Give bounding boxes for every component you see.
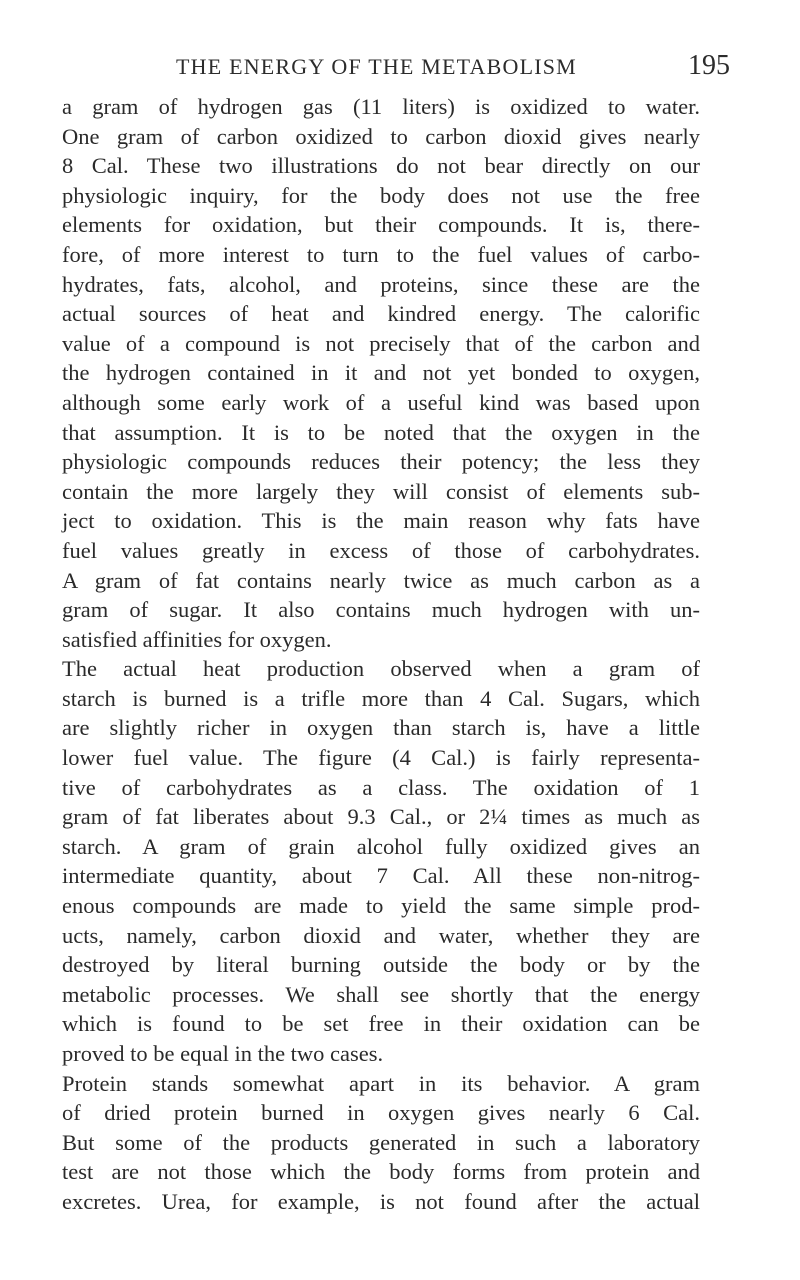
text-line: intermediate quantity, about 7 Cal. All these non-nitrog- bbox=[62, 863, 700, 889]
text-line: physiologic inquiry, for the body does not use the free bbox=[62, 182, 700, 208]
text-line: satisfied affinities for oxygen. bbox=[62, 626, 332, 652]
text-line: gram of fat liberates about 9.3 Cal., or 2¼ times as much as bbox=[62, 804, 700, 830]
text-line: hydrates, fats, alcohol, and proteins, since these are the bbox=[62, 271, 700, 297]
text-line: ucts, namely, carbon dioxid and water, whether they are bbox=[62, 922, 700, 948]
body-text bbox=[62, 92, 700, 1217]
text-line: excretes. Urea, for example, is not found after the actual bbox=[62, 1188, 700, 1214]
text-line: The actual heat production observed when a gram of bbox=[62, 656, 700, 682]
running-title: THE ENERGY OF THE METABOLISM bbox=[176, 54, 577, 79]
text-line: 8 Cal. These two illustrations do not bear directly on our bbox=[62, 153, 700, 179]
text-line: proved to be equal in the two cases. bbox=[62, 1041, 384, 1066]
text-line: although some early work of a useful kind was based upon bbox=[62, 389, 700, 415]
text-line: metabolic processes. We shall see shortly that the energy bbox=[62, 981, 700, 1007]
text-line: which is found to be set free in their oxidation can be bbox=[62, 1011, 700, 1037]
text-line: enous compounds are made to yield the same simple prod- bbox=[62, 893, 700, 919]
text-line: are slightly richer in oxygen than starch is, have a little bbox=[62, 715, 700, 741]
text-line: fore, of more interest to turn to the fuel values of carbo- bbox=[62, 241, 700, 267]
page-number: 195 bbox=[688, 50, 730, 81]
running-head bbox=[60, 44, 730, 80]
text-line: gram of sugar. It also contains much hydrogen with un- bbox=[62, 597, 700, 623]
text-line: the hydrogen contained in it and not yet bonded to oxygen, bbox=[62, 360, 700, 386]
text-line: of dried protein burned in oxygen gives nearly 6 Cal. bbox=[62, 1100, 700, 1126]
text-line: tive of carbohydrates as a class. The oxidation of 1 bbox=[62, 774, 700, 800]
text-line: starch is burned is a trifle more than 4 Cal. Sugars, which bbox=[62, 685, 700, 711]
text-line: But some of the products generated in such a laboratory bbox=[62, 1129, 700, 1155]
text-line: value of a compound is not precisely that of the carbon and bbox=[62, 330, 700, 356]
text-line: fuel values greatly in excess of those of carbohydrates. bbox=[62, 537, 700, 563]
text-line: Protein stands somewhat apart in its behavior. A gram bbox=[62, 1070, 700, 1096]
text-line: contain the more largely they will consist of elements sub- bbox=[62, 478, 700, 504]
text-line: starch. A gram of grain alcohol fully oxidized gives an bbox=[62, 833, 700, 859]
text-line: elements for oxidation, but their compounds. It is, there- bbox=[62, 212, 700, 238]
text-line: actual sources of heat and kindred energy. The calorific bbox=[62, 301, 700, 327]
text-line: test are not those which the body forms from protein and bbox=[62, 1159, 700, 1185]
text-line: destroyed by literal burning outside the body or by the bbox=[62, 952, 700, 978]
text-line: ject to oxidation. This is the main reason why fats have bbox=[62, 508, 700, 534]
text-line: physiologic compounds reduces their potency; the less they bbox=[62, 449, 700, 475]
text-line: a gram of hydrogen gas (11 liters) is oxidized to water. bbox=[62, 94, 700, 119]
text-line: lower fuel value. The figure (4 Cal.) is fairly representa- bbox=[62, 745, 700, 771]
text-line: One gram of carbon oxidized to carbon dioxid gives nearly bbox=[62, 123, 700, 149]
text-line: that assumption. It is to be noted that the oxygen in the bbox=[62, 419, 700, 445]
text-line: A gram of fat contains nearly twice as much carbon as a bbox=[62, 567, 700, 593]
